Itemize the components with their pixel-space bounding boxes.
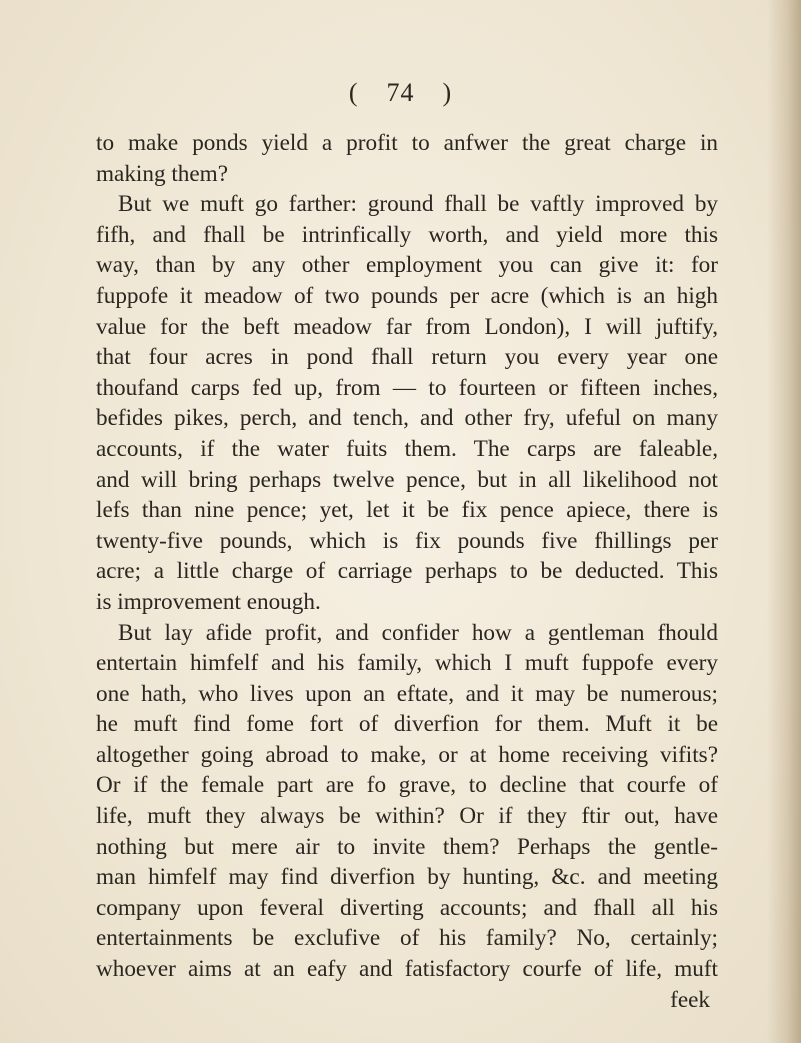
text-line: to make ponds yield a profit to anfwer the great charge in [96, 130, 718, 156]
text-line: lefs than nine pence; yet, let it be fix pence apiece, there is [96, 497, 718, 524]
text-line: is improvement enough. [96, 588, 321, 615]
page-edge-shadow [767, 0, 801, 1043]
text-line: Or if the female part are fo grave, to decline that courfe of [96, 772, 718, 799]
page-header [0, 78, 801, 108]
header-close-paren: ) [442, 78, 453, 107]
text-line: entertainments be exclufive of his family? No, certainly; [96, 925, 718, 952]
text-line: way, than by any other employment you can give it: for [96, 252, 718, 279]
body-text [96, 128, 718, 1015]
text-line: altogether going abroad to make, or at home receiving vifits? [96, 741, 718, 768]
text-line: But lay afide profit, and confider how a gentleman fhould [118, 619, 718, 646]
text-line: life, muft they always be within? Or if they ftir out, have [96, 803, 718, 830]
text-line: value for the beft meadow far from London), I will juftify, [96, 313, 718, 340]
header-open-paren: ( [348, 78, 359, 107]
catchword: feek [670, 986, 710, 1013]
text-line: acre; a little charge of carriage perhaps to be deducted. This [96, 558, 718, 585]
text-line: that four acres in pond fhall return you every year one [96, 344, 718, 371]
page-number: 74 [386, 78, 415, 107]
text-line: one hath, who lives upon an eftate, and it may be numerous; [96, 680, 718, 707]
text-line: nothing but mere air to invite them? Perhaps the gentle- [96, 833, 718, 860]
text-line: whoever aims at an eafy and fatisfactory courfe of life, muft [96, 956, 718, 983]
text-line: man himfelf may find diverfion by hunting, &c. and meeting [96, 864, 718, 891]
text-line: thoufand carps fed up, from — to fourteen or fifteen inches, [96, 374, 718, 401]
text-line: entertain himfelf and his family, which I muft fuppofe every [96, 650, 718, 677]
text-line: making them? [96, 160, 229, 187]
text-line: company upon feveral diverting accounts; and fhall all his [96, 894, 718, 921]
text-line: and will bring perhaps twelve pence, but in all likelihood not [96, 466, 718, 493]
text-line: fuppofe it meadow of two pounds per acre (which is an high [96, 282, 718, 309]
text-line: But we muft go farther: ground fhall be vaftly improved by [118, 191, 718, 218]
text-line: befides pikes, perch, and tench, and other fry, ufeful on many [96, 405, 718, 432]
text-line: twenty-five pounds, which is fix pounds five fhillings per [96, 527, 718, 554]
text-line: accounts, if the water fuits them. The carps are faleable, [96, 435, 718, 462]
text-line: he muft find fome fort of diverfion for them. Muft it be [96, 711, 718, 738]
text-line: fifh, and fhall be intrinfically worth, and yield more this [96, 221, 718, 248]
